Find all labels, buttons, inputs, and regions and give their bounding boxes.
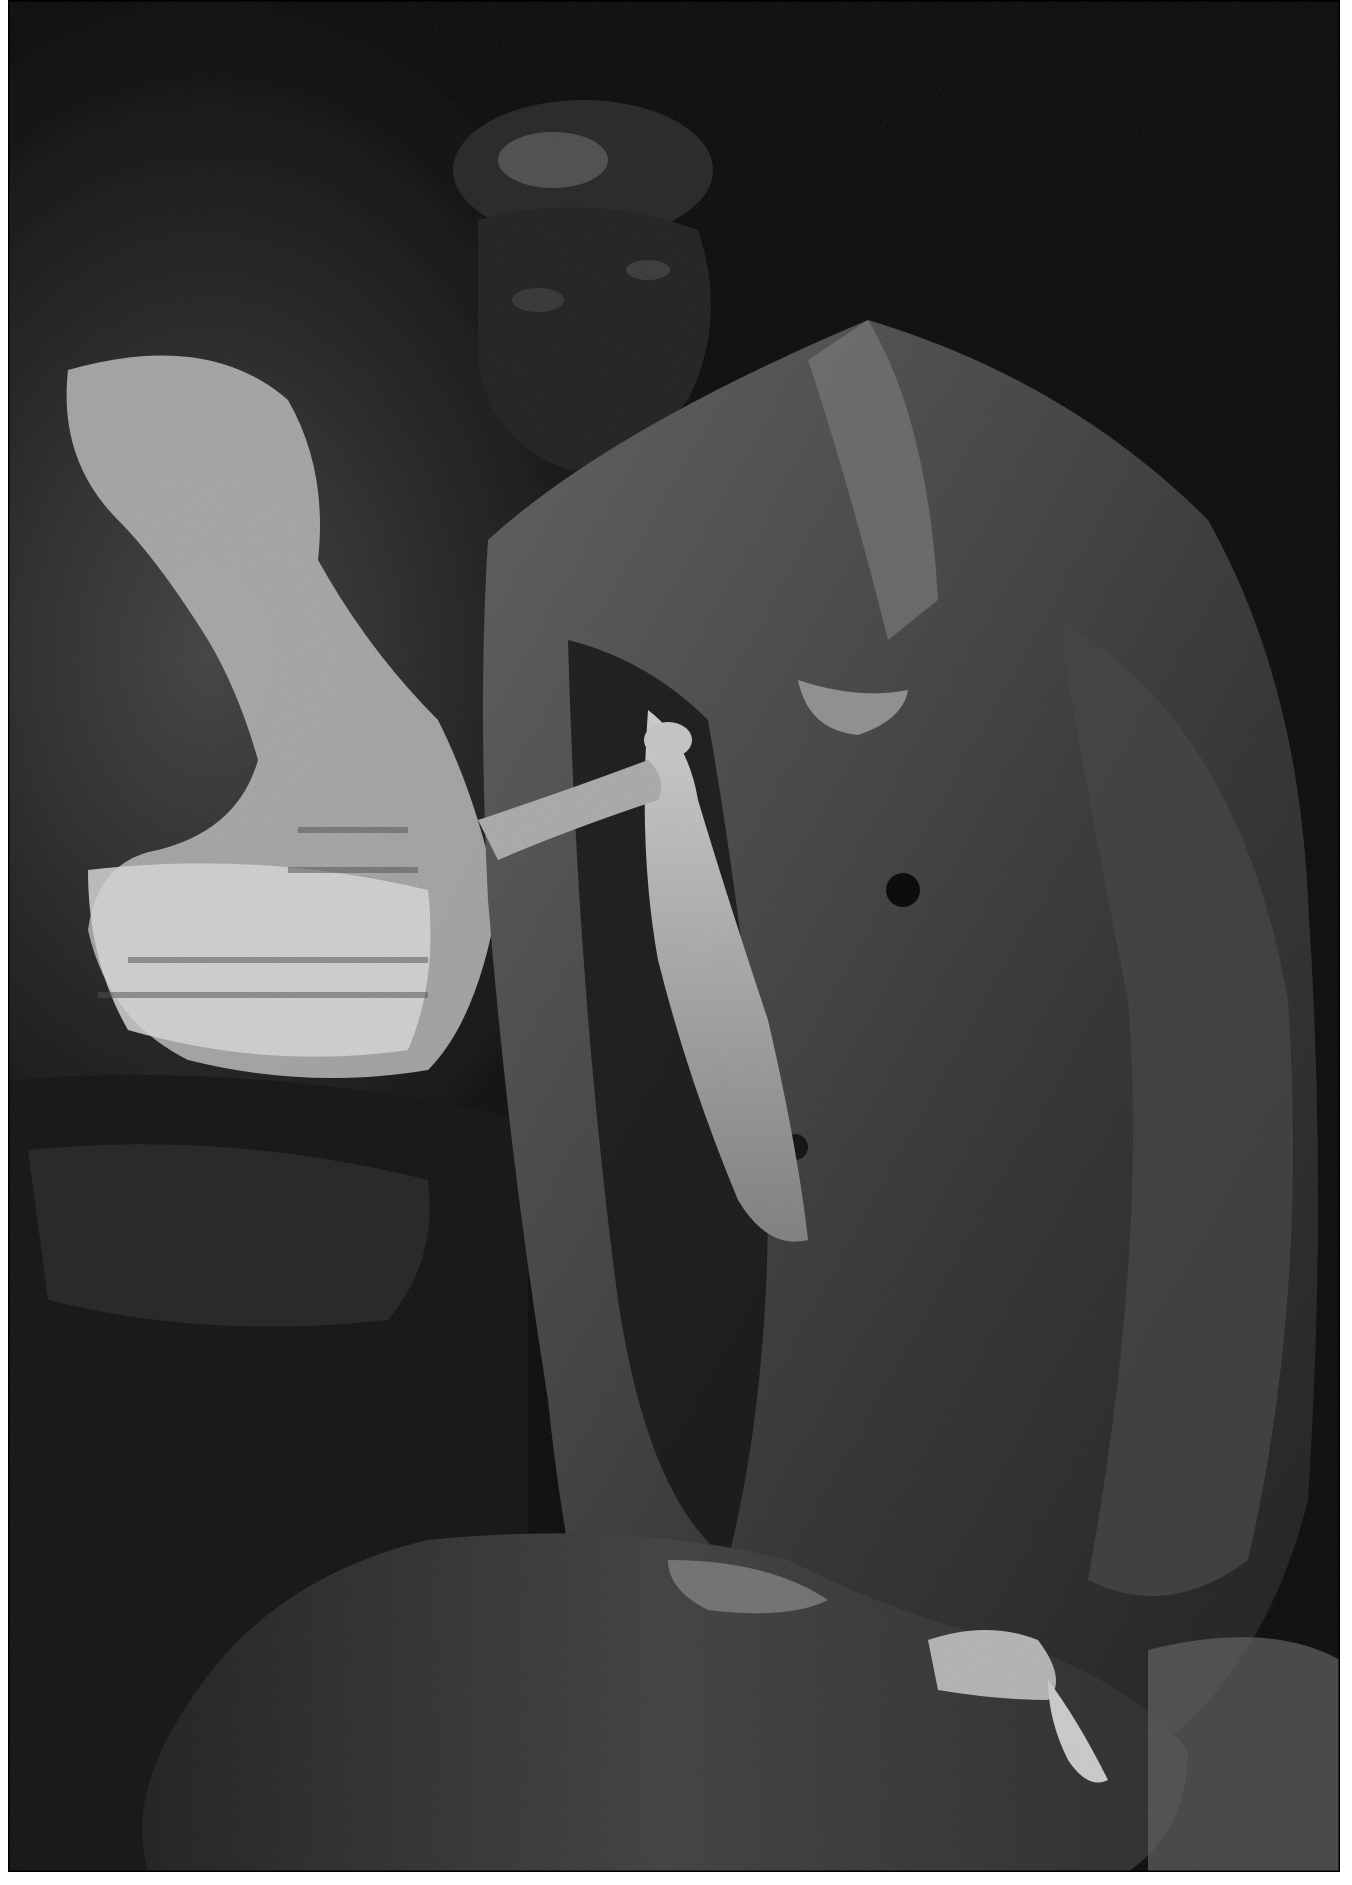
photo-content <box>8 0 1340 1872</box>
halftone-photograph <box>8 0 1340 1872</box>
photo-description <box>0 0 1 1</box>
hand <box>928 1630 1056 1700</box>
jacket-button <box>886 873 920 907</box>
